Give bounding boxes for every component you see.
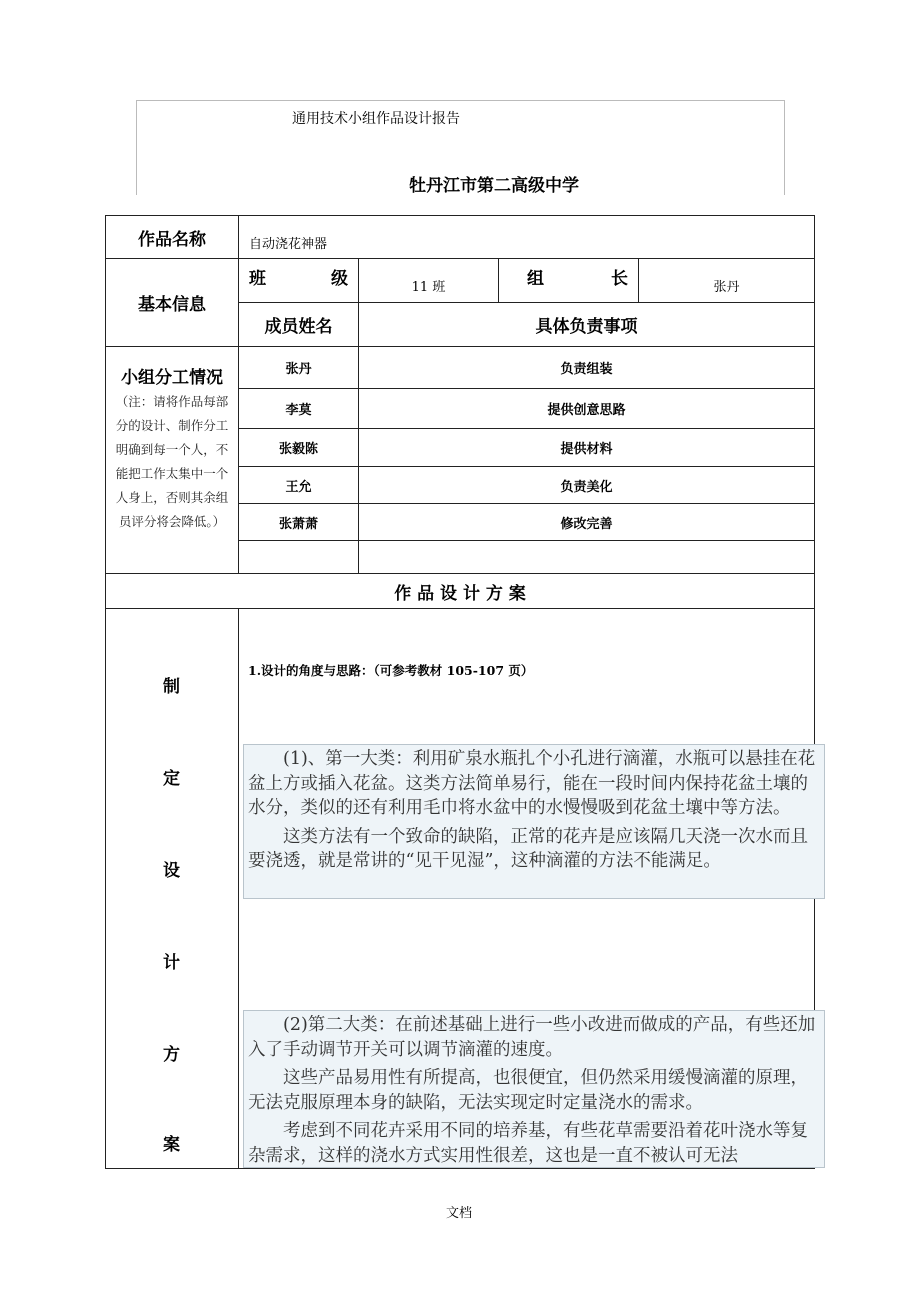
block2-paragraph: 考虑到不同花卉采用不同的培养基，有些花草需要沿着花叶浇水等复杂需求，这样的浇水方式实用性很差，这也是一直不被认可无法 — [248, 1121, 808, 1166]
member-duty: 提供创意思路 — [358, 388, 815, 429]
member-duty: 负责美化 — [358, 466, 815, 504]
side-char: 设 — [163, 861, 180, 881]
division-cell — [105, 346, 239, 574]
report-title: 通用技术小组作品设计报告 — [292, 111, 460, 127]
division-note: （注：请将作品每部分的设计、制作分工明确到每一个人，不能把工作太集中一个人身上，否则其余组员评分将会降低。） — [115, 394, 229, 529]
design-section-title: 作 品 设 计 方 案 — [105, 573, 815, 609]
design-block-2 — [243, 1010, 825, 1168]
member-name: 张丹 — [238, 346, 359, 389]
member-name: 张萧萧 — [238, 503, 359, 541]
block1-paragraph: 这类方法有一个致命的缺陷，正常的花卉是应该隔几天浇一次水而且要浇透，就是常讲的“见干见湿”，这种滴灌的方法不能满足。 — [248, 826, 808, 871]
side-char: 制 — [163, 677, 180, 697]
block1-paragraph: (1)、第一大类：利用矿泉水瓶扎个小孔进行滴灌，水瓶可以悬挂在花盆上方或插入花盆。这类方法简单易行，能在一段时间内保持花盆土壤的水分，类似的还有利用毛巾将水盆中的水慢慢吸到花盆土壤中等方法。 — [248, 749, 816, 818]
side-char: 方 — [163, 1045, 180, 1065]
member-name — [238, 540, 359, 574]
member-name: 张毅陈 — [238, 428, 359, 467]
side-char: 定 — [163, 769, 180, 789]
class-value: 11 班 — [358, 258, 499, 303]
member-duty: 负责组装 — [358, 346, 815, 389]
duty-header: 具体负责事项 — [358, 302, 815, 347]
block2-paragraph: (2)第二大类：在前述基础上进行一些小改进而做成的产品，有些还加入了手动调节开关可以调节滴灌的速度。 — [248, 1015, 816, 1060]
basic-info-label: 基本信息 — [105, 258, 239, 347]
work-name-value: 自动浇花神器 — [238, 215, 815, 259]
work-name-label: 作品名称 — [105, 215, 239, 259]
division-title: 小组分工情况 — [121, 368, 223, 388]
design-block-1 — [243, 744, 825, 899]
block2-paragraph: 这些产品易用性有所提高，也很便宜，但仍然采用缓慢滴灌的原理，无法克服原理本身的缺陷，无法实现定时定量浇水的需求。 — [248, 1068, 808, 1113]
member-duty: 修改完善 — [358, 503, 815, 541]
class-label-1: 班 — [249, 269, 266, 289]
member-duty — [358, 540, 815, 574]
member-duty: 提供材料 — [358, 428, 815, 467]
design-heading: 1.设计的角度与思路：（可参考教材 105-107 页） — [248, 663, 534, 678]
leader-value: 张丹 — [638, 258, 815, 303]
class-label-2: 级 — [331, 269, 348, 289]
member-name: 王允 — [238, 466, 359, 504]
leader-label-1: 组 — [527, 269, 544, 289]
footer-label: 文档 — [446, 1206, 473, 1221]
school-name: 牡丹江市第二高级中学 — [409, 176, 579, 196]
side-char: 案 — [163, 1135, 180, 1155]
class-label — [238, 258, 359, 303]
leader-label-2: 长 — [611, 269, 628, 289]
leader-label — [498, 258, 639, 303]
member-header: 成员姓名 — [238, 302, 359, 347]
side-char: 计 — [163, 953, 180, 973]
member-name: 李莫 — [238, 388, 359, 429]
